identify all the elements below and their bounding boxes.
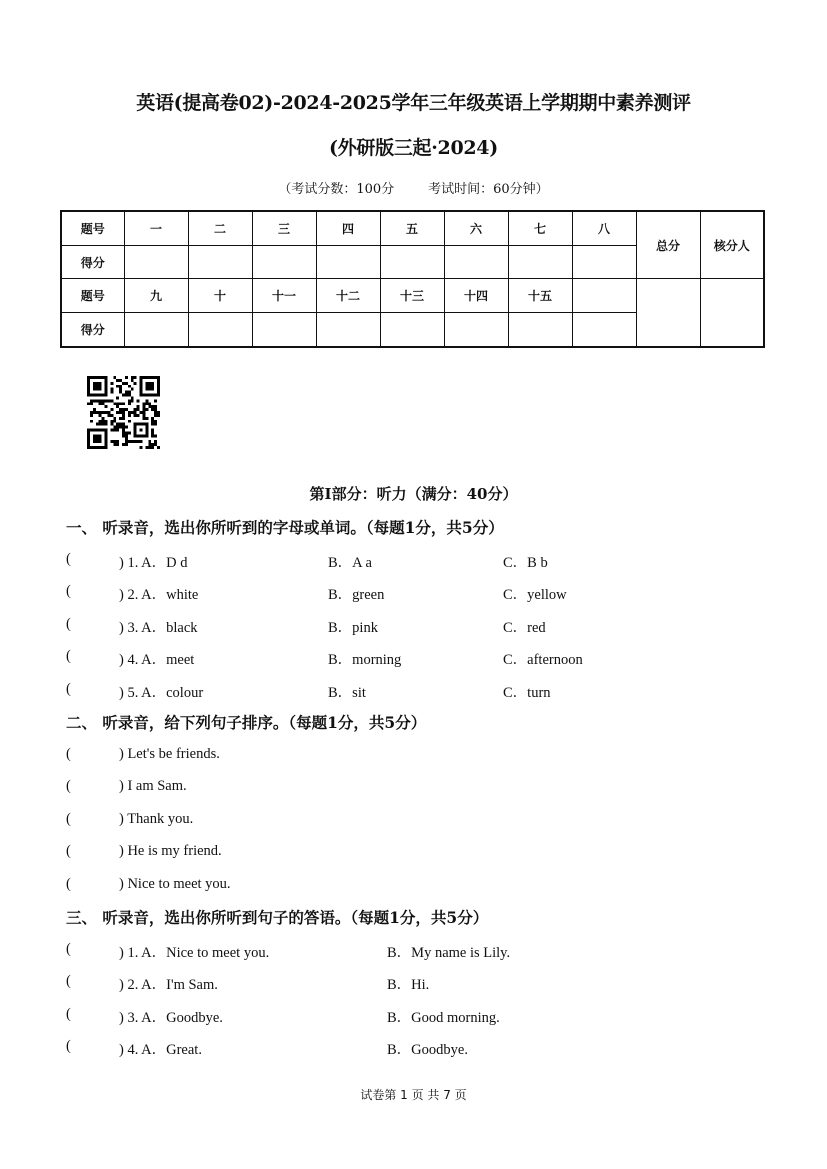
- question-row: [66, 1006, 786, 1026]
- part3-heading: 三、 听录音，选出你所听到句子的答语。（每题1分，共5分）: [66, 908, 489, 927]
- question-number-cell: 三: [252, 211, 316, 245]
- option-a[interactable]: ) 1. A．D d: [119, 555, 188, 571]
- sentence-row: [66, 876, 786, 896]
- question-number-cell: 九: [124, 279, 188, 313]
- question-number-cell: 十四: [444, 279, 508, 313]
- question-number-label: 题号: [61, 279, 124, 313]
- question-number-cell: 十二: [316, 279, 380, 313]
- option-a[interactable]: ) 2. A．I'm Sam.: [119, 977, 218, 993]
- question-row: [66, 681, 786, 701]
- answer-blank[interactable]: (: [66, 1038, 71, 1054]
- question-number-cell: 一: [124, 211, 188, 245]
- score-info: （考试分数：100分: [278, 182, 395, 197]
- checker-cell[interactable]: [700, 279, 764, 347]
- option-a[interactable]: ) 3. A．Goodbye.: [119, 1010, 223, 1026]
- score-cell[interactable]: [252, 313, 316, 347]
- sentence-row: [66, 811, 786, 831]
- score-cell[interactable]: [316, 245, 380, 279]
- score-cell[interactable]: [508, 313, 572, 347]
- option-a[interactable]: ) 4. A．meet: [119, 652, 195, 668]
- option-b[interactable]: B．A a: [328, 555, 372, 571]
- sentence-text: ) He is my friend.: [119, 843, 222, 859]
- answer-blank[interactable]: (: [66, 551, 71, 567]
- option-b[interactable]: B．My name is Lily.: [387, 945, 511, 961]
- score-label: 得分: [61, 313, 124, 347]
- order-blank[interactable]: (: [66, 746, 71, 762]
- checker-label: 核分人: [700, 211, 764, 279]
- title-line-1: 英语(提高卷02)-2024-2025学年三年级英语上学期期中素养测评: [136, 92, 691, 114]
- question-number-label: 题号: [61, 211, 124, 245]
- score-cell[interactable]: [252, 245, 316, 279]
- option-b[interactable]: B．green: [328, 587, 385, 603]
- score-cell[interactable]: [188, 245, 252, 279]
- sentence-row: [66, 778, 786, 798]
- question-row: [66, 1038, 786, 1058]
- question-number-cell: 八: [572, 211, 636, 245]
- answer-blank[interactable]: (: [66, 973, 71, 989]
- question-row: [66, 648, 786, 668]
- option-b[interactable]: B．pink: [328, 620, 378, 636]
- option-b[interactable]: B．Hi.: [387, 977, 430, 993]
- sentence-text: ) Nice to meet you.: [119, 876, 231, 892]
- qr-code-icon[interactable]: [87, 376, 160, 449]
- score-table: [60, 210, 765, 348]
- question-number-cell: 七: [508, 211, 572, 245]
- score-cell[interactable]: [188, 313, 252, 347]
- sentence-text: ) Let's be friends.: [119, 746, 220, 762]
- answer-blank[interactable]: (: [66, 681, 71, 697]
- question-number-cell: 十一: [252, 279, 316, 313]
- option-c[interactable]: C．red: [503, 620, 546, 636]
- question-row: [66, 941, 786, 961]
- score-cell[interactable]: [380, 313, 444, 347]
- question-number-cell: [572, 279, 636, 313]
- score-cell[interactable]: [124, 313, 188, 347]
- sentence-row: [66, 746, 786, 766]
- score-cell[interactable]: [508, 245, 572, 279]
- answer-blank[interactable]: (: [66, 583, 71, 599]
- score-cell[interactable]: [572, 313, 636, 347]
- order-blank[interactable]: (: [66, 778, 71, 794]
- part1-heading: 一、 听录音，选出你所听到的字母或单词。（每题1分，共5分）: [66, 518, 504, 537]
- answer-blank[interactable]: (: [66, 616, 71, 632]
- option-b[interactable]: B．Good morning.: [387, 1010, 500, 1026]
- total-score-label: 总分: [636, 211, 700, 279]
- question-row: [66, 616, 786, 636]
- score-cell[interactable]: [444, 313, 508, 347]
- option-c[interactable]: C．B b: [503, 555, 548, 571]
- answer-blank[interactable]: (: [66, 941, 71, 957]
- question-row: [66, 583, 786, 603]
- score-cell[interactable]: [316, 313, 380, 347]
- option-c[interactable]: C．afternoon: [503, 652, 583, 668]
- option-c[interactable]: C．yellow: [503, 587, 567, 603]
- score-label: 得分: [61, 245, 124, 279]
- order-blank[interactable]: (: [66, 843, 71, 859]
- question-number-cell: 五: [380, 211, 444, 245]
- option-a[interactable]: ) 4. A．Great.: [119, 1042, 202, 1058]
- answer-blank[interactable]: (: [66, 1006, 71, 1022]
- question-number-cell: 四: [316, 211, 380, 245]
- option-a[interactable]: ) 3. A．black: [119, 620, 198, 636]
- page-footer: 试卷第 1 页 共 7 页: [360, 1088, 467, 1102]
- question-number-cell: 六: [444, 211, 508, 245]
- question-number-cell: 十: [188, 279, 252, 313]
- score-cell[interactable]: [380, 245, 444, 279]
- order-blank[interactable]: (: [66, 811, 71, 827]
- question-row: [66, 551, 786, 571]
- question-number-cell: 二: [188, 211, 252, 245]
- option-a[interactable]: ) 2. A．white: [119, 587, 199, 603]
- total-score-cell[interactable]: [636, 279, 700, 347]
- part2-heading: 二、 听录音，给下列句子排序。（每题1分，共5分）: [66, 713, 427, 732]
- sentence-text: ) Thank you.: [119, 811, 194, 827]
- time-info: 考试时间：60分钟）: [428, 182, 549, 197]
- option-a[interactable]: ) 1. A．Nice to meet you.: [119, 945, 270, 961]
- exam-info: [0, 178, 827, 197]
- section-title: 第I部分：听力（满分：40分）: [309, 485, 518, 503]
- option-c[interactable]: C．turn: [503, 685, 551, 701]
- score-cell[interactable]: [444, 245, 508, 279]
- question-row: [66, 973, 786, 993]
- answer-blank[interactable]: (: [66, 648, 71, 664]
- question-number-cell: 十五: [508, 279, 572, 313]
- option-b[interactable]: B．Goodbye.: [387, 1042, 468, 1058]
- option-b[interactable]: B．morning: [328, 652, 402, 668]
- sentence-row: [66, 843, 786, 863]
- score-cell[interactable]: [124, 245, 188, 279]
- question-number-cell: 十三: [380, 279, 444, 313]
- score-cell[interactable]: [572, 245, 636, 279]
- order-blank[interactable]: (: [66, 876, 71, 892]
- sentence-text: ) I am Sam.: [119, 778, 187, 794]
- option-a[interactable]: ) 5. A．colour: [119, 685, 204, 701]
- option-b[interactable]: B．sit: [328, 685, 366, 701]
- title-line-2: (外研版三起·2024): [329, 137, 498, 159]
